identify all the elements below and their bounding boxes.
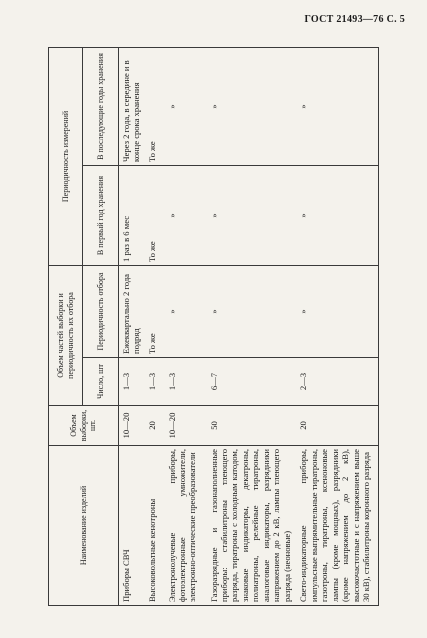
ditto-mark: »: [166, 104, 177, 109]
cell-first-year: 1 раз в 6 мес: [119, 166, 145, 266]
cell-count: 1—3: [165, 358, 205, 406]
ditto-mark: »: [208, 309, 219, 314]
cell-volume: 20: [294, 406, 373, 446]
cell-first-year: [294, 166, 373, 266]
ditto-mark: »: [208, 104, 219, 109]
page-header: ГОСТ 21493—76 С. 5: [304, 14, 405, 25]
cell-name: Приборы СВЧ: [119, 446, 145, 606]
cell-next-years: Через 2 года, в середине и в конце срока хранения: [119, 47, 145, 165]
group-header-sample: Объем частей выборки и периодичность их отбора: [49, 266, 83, 406]
col-header-next-years: В последующие годы хранения: [83, 47, 119, 165]
col-header-name: Наименование изделий: [49, 446, 119, 606]
rotated-table-block: [48, 48, 378, 606]
cell-next-years: [165, 47, 205, 165]
group-header-measure: Периодичность измерений: [49, 47, 83, 265]
ditto-mark: »: [298, 104, 309, 109]
ditto-mark: »: [166, 213, 177, 218]
cell-name: Высоковольтные кенотроны: [145, 446, 165, 606]
col-header-first-year: В первый год хранения: [83, 166, 119, 266]
ditto-mark: »: [298, 309, 309, 314]
cell-count: 2—3: [294, 358, 373, 406]
cell-volume: 10—20: [165, 406, 205, 446]
table-row: [119, 47, 145, 605]
table-row: [205, 47, 295, 605]
cell-next-years: [294, 47, 373, 165]
cell-periodicity: То же: [145, 266, 165, 358]
cell-first-year: [205, 166, 295, 266]
ditto-mark: »: [298, 213, 309, 218]
col-header-count: Число, шт: [83, 358, 119, 406]
ditto-mark: »: [208, 213, 219, 218]
cell-name: Электронолучевые приборы, фотоэлектронные умножители, электронно-оптические преобразователи: [165, 446, 205, 606]
cell-periodicity: Ежеквартально 2 года подряд: [119, 266, 145, 358]
cell-count: 1—3: [145, 358, 165, 406]
col-header-periodicity: Периодичность отбора: [83, 266, 119, 358]
cell-volume: 10—20: [119, 406, 145, 446]
cell-volume: 50: [205, 406, 295, 446]
cell-periodicity: [165, 266, 205, 358]
table-row: [165, 47, 205, 605]
table-row: [294, 47, 373, 605]
cell-next-years: [205, 47, 295, 165]
cell-next-years: То же: [145, 47, 165, 165]
cell-first-year: [165, 166, 205, 266]
cell-periodicity: [205, 266, 295, 358]
col-header-volume: Объем выборки, шт.: [49, 406, 119, 446]
cell-first-year: То же: [145, 166, 165, 266]
storage-test-table: [48, 47, 379, 606]
cell-count: 6—7: [205, 358, 295, 406]
cell-count: 1—3: [119, 358, 145, 406]
cell-periodicity: [294, 266, 373, 358]
ditto-mark: »: [166, 309, 177, 314]
cell-volume: 20: [145, 406, 165, 446]
cell-name: Газоразрядные и газонаполненные приборы: стабилитроны тлеющего разряда, тиратроны с холодным катодом, знаковые индикаторы, декатроны, полиатроны, релейные тиратроны, аналоговые индикаторы, разрядники напряжением до 2 кВ, лампы тлеющего разряда (неоновые): [205, 446, 295, 606]
table-row: [145, 47, 165, 605]
cell-name: Свето-индикаторные приборы, импульсные выпрямительные тиратроны, газотроны, тиратроны, ксеноновые лампы (кроме мощных), разрядники (кроме напряжением до 2 кВ), высокочастотные и с напряжением выше 30 кВ), стабилитроны коронного разряда: [294, 446, 373, 606]
